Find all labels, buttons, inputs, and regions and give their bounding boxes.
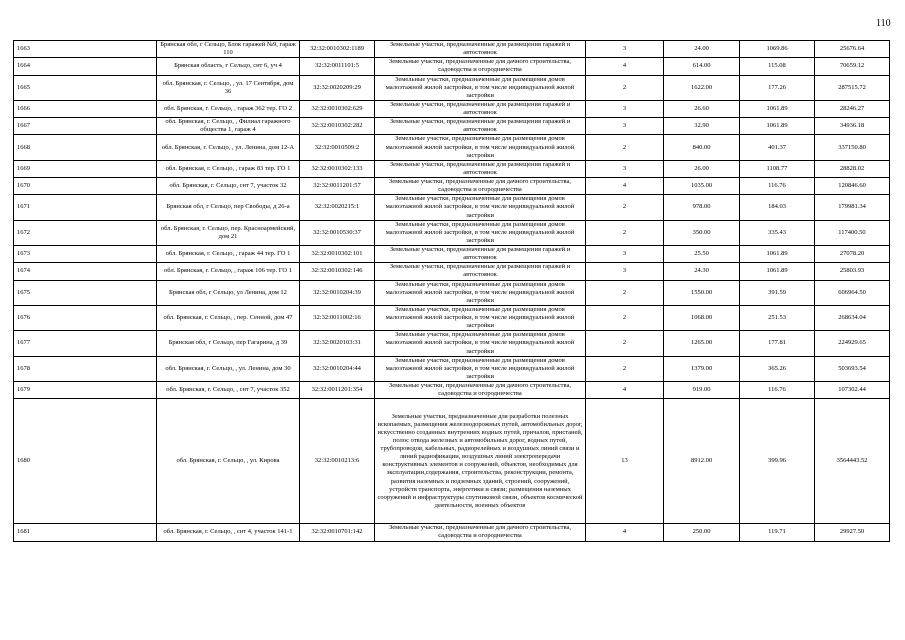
specific-value-cell: 1061.89	[740, 118, 815, 135]
row-number-cell: 1677	[14, 331, 157, 356]
address-cell: обл. Брянская, г. Сельцо, снт 7, участок 32	[157, 178, 300, 195]
specific-value-cell: 335.43	[740, 220, 815, 245]
area-cell: 840.00	[664, 135, 740, 160]
area-cell: 350.00	[664, 220, 740, 245]
land-use-cell: Земельные участки, предназначенные для размещения домов малоэтажной жилой застройки, в том числе индивидуальной жилой застройки	[375, 135, 586, 160]
row-number-cell: 1667	[14, 118, 157, 135]
row-number-cell: 1671	[14, 195, 157, 220]
table-row	[14, 41, 890, 58]
usage-group-cell: 2	[586, 220, 664, 245]
area-cell: 24.00	[664, 41, 740, 58]
row-number-cell: 1678	[14, 356, 157, 381]
table-row	[14, 135, 890, 160]
address-cell: обл. Брянская, г. Сельцо, , ул. Кирова	[157, 399, 300, 524]
land-use-cell: Земельные участки, предназначенные для размещения гаражей и автостоянок	[375, 41, 586, 58]
table-row	[14, 331, 890, 356]
cadastral-number-cell: 32:32:0011101:5	[300, 58, 375, 75]
usage-group-cell: 2	[586, 331, 664, 356]
area-cell: 1379.00	[664, 356, 740, 381]
row-number-cell: 1670	[14, 178, 157, 195]
specific-value-cell: 177.26	[740, 75, 815, 100]
cadastral-number-cell: 32:32:0010302:146	[300, 263, 375, 280]
area-cell: 26.60	[664, 100, 740, 117]
usage-group-cell: 2	[586, 280, 664, 305]
area-cell: 614.00	[664, 58, 740, 75]
page-number: 110	[876, 18, 891, 29]
specific-value-cell: 1061.89	[740, 263, 815, 280]
address-cell: обл. Брянская, г. Сельцо, , гараж 362 тер. ГО 2	[157, 100, 300, 117]
row-number-cell: 1669	[14, 160, 157, 177]
address-cell: обл. Брянская, г. Сельцо, , ул. Ленина, дом 12-А	[157, 135, 300, 160]
cadastral-value-cell: 268634.04	[815, 305, 890, 330]
table-row	[14, 75, 890, 100]
address-cell: обл. Брянская, г. Сельцо, , гараж 83 тер. ГО 1	[157, 160, 300, 177]
table-row	[14, 246, 890, 263]
cadastral-number-cell: 32:32:0010530:37	[300, 220, 375, 245]
area-cell: 8912.00	[664, 399, 740, 524]
specific-value-cell: 1061.89	[740, 246, 815, 263]
land-use-cell: Земельные участки, предназначенные для размещения гаражей и автостоянок	[375, 118, 586, 135]
cadastral-number-cell: 32:32:0010302:282	[300, 118, 375, 135]
land-use-cell: Земельные участки, предназначенные для размещения домов малоэтажной жилой застройки, в том числе индивидуальной жилой застройки	[375, 220, 586, 245]
area-cell: 1622.00	[664, 75, 740, 100]
area-cell: 25.50	[664, 246, 740, 263]
address-cell: обл. Брянская, г. Сельцо, , гараж 106 тер. ГО 1	[157, 263, 300, 280]
address-cell: Брянская обл, г Сельцо, пер Свободы, д 26-а	[157, 195, 300, 220]
address-cell: обл. Брянская, г. Сельцо, , пер. Сенной, дом 47	[157, 305, 300, 330]
row-number-cell: 1674	[14, 263, 157, 280]
specific-value-cell: 177.81	[740, 331, 815, 356]
address-cell: обл. Брянская, г. Сельцо, пер. Красноармейский, дом 21	[157, 220, 300, 245]
usage-group-cell: 2	[586, 356, 664, 381]
address-cell: обл. Брянская, г. Сельцо, , Филиал гаражного общества 1, гараж 4	[157, 118, 300, 135]
table-row	[14, 220, 890, 245]
row-number-cell: 1666	[14, 100, 157, 117]
table-row	[14, 382, 890, 399]
table-row	[14, 160, 890, 177]
specific-value-cell: 184.03	[740, 195, 815, 220]
cadastral-number-cell: 32:32:0010509:2	[300, 135, 375, 160]
cadastral-number-cell: 32:32:0010701:142	[300, 524, 375, 541]
cadastral-number-cell: 32:32:0011201:354	[300, 382, 375, 399]
table-row	[14, 195, 890, 220]
cadastral-value-cell: 337150.80	[815, 135, 890, 160]
table-row	[14, 305, 890, 330]
specific-value-cell: 399.96	[740, 399, 815, 524]
cadastral-number-cell: 32:32:0010302:1189	[300, 41, 375, 58]
row-number-cell: 1664	[14, 58, 157, 75]
table-row	[14, 280, 890, 305]
land-use-cell: Земельные участки, предназначенные для дачного строительства, садоводства и огородничества	[375, 382, 586, 399]
row-number-cell: 1680	[14, 399, 157, 524]
land-use-cell: Земельные участки, предназначенные для размещения гаражей и автостоянок	[375, 263, 586, 280]
land-use-cell: Земельные участки, предназначенные для размещения домов малоэтажной жилой застройки, в том числе индивидуальной жилой застройки	[375, 356, 586, 381]
row-number-cell: 1665	[14, 75, 157, 100]
land-use-cell: Земельные участки, предназначенные для размещения гаражей и автостоянок	[375, 246, 586, 263]
cadastral-number-cell: 32:32:0020103:31	[300, 331, 375, 356]
area-cell: 250.00	[664, 524, 740, 541]
cadastral-number-cell: 32:32:0010302:629	[300, 100, 375, 117]
table-row	[14, 58, 890, 75]
usage-group-cell: 4	[586, 178, 664, 195]
usage-group-cell: 4	[586, 58, 664, 75]
address-cell: обл. Брянская, г. Сельцо, , снт 4, участок 141-1	[157, 524, 300, 541]
table-row	[14, 399, 890, 524]
table-row	[14, 356, 890, 381]
cadastral-value-cell: 28828.02	[815, 160, 890, 177]
address-cell: Брянская обл, г Сельцо, Блок гаражей №9, гараж 110	[157, 41, 300, 58]
usage-group-cell: 2	[586, 75, 664, 100]
address-cell: обл. Брянская, г. Сельцо, , гараж 44 тер. ГО 1	[157, 246, 300, 263]
area-cell: 1035.00	[664, 178, 740, 195]
usage-group-cell: 3	[586, 246, 664, 263]
row-number-cell: 1681	[14, 524, 157, 541]
table-row	[14, 118, 890, 135]
area-cell: 32.90	[664, 118, 740, 135]
area-cell: 1068.00	[664, 305, 740, 330]
cadastral-value-cell: 107302.44	[815, 382, 890, 399]
cadastral-number-cell: 32:32:0010213:6	[300, 399, 375, 524]
cadastral-value-cell: 27078.20	[815, 246, 890, 263]
table-row	[14, 263, 890, 280]
land-use-cell: Земельные участки, предназначенные для дачного строительства, садоводства и огородничества	[375, 524, 586, 541]
area-cell: 1265.00	[664, 331, 740, 356]
row-number-cell: 1668	[14, 135, 157, 160]
cadastral-value-cell: 224929.65	[815, 331, 890, 356]
usage-group-cell: 2	[586, 305, 664, 330]
address-cell: Брянская обл, г Сельцо, ул Ленина, дом 12	[157, 280, 300, 305]
land-use-cell: Земельные участки, предназначенные для размещения гаражей и автостоянок	[375, 100, 586, 117]
usage-group-cell: 2	[586, 195, 664, 220]
usage-group-cell: 3	[586, 160, 664, 177]
land-use-cell: Земельные участки, предназначенные для размещения домов малоэтажной жилой застройки, в том числе индивидуальной жилой застройки	[375, 195, 586, 220]
table-row	[14, 100, 890, 117]
usage-group-cell: 3	[586, 100, 664, 117]
cadastral-value-cell: 503693.54	[815, 356, 890, 381]
usage-group-cell: 13	[586, 399, 664, 524]
address-cell: Брянская область, г Сельцо, снт 6, уч 4	[157, 58, 300, 75]
cadastral-value-cell: 34936.18	[815, 118, 890, 135]
table-row	[14, 524, 890, 541]
cadastral-value-cell: 25676.64	[815, 41, 890, 58]
address-cell: обл. Брянская, г. Сельцо, , ул. 17 Сентября, дом 36	[157, 75, 300, 100]
address-cell: обл. Брянская, г. Сельцо, , ул. Ленина, дом 30	[157, 356, 300, 381]
land-use-cell: Земельные участки, предназначенные для дачного строительства, садоводства и огородничества	[375, 178, 586, 195]
area-cell: 1550.00	[664, 280, 740, 305]
cadastral-number-cell: 32:32:0010204:39	[300, 280, 375, 305]
specific-value-cell: 1061.89	[740, 100, 815, 117]
cadastral-value-cell: 28246.27	[815, 100, 890, 117]
address-cell: Брянская обл, г Сельцо, пер Гагарина, д 39	[157, 331, 300, 356]
cadastral-number-cell: 32:32:0010302:133	[300, 160, 375, 177]
cadastral-value-cell: 70659.12	[815, 58, 890, 75]
table-row	[14, 178, 890, 195]
area-cell: 919.00	[664, 382, 740, 399]
area-cell: 26.00	[664, 160, 740, 177]
row-number-cell: 1672	[14, 220, 157, 245]
row-number-cell: 1675	[14, 280, 157, 305]
land-use-cell: Земельные участки, предназначенные для размещения домов малоэтажной жилой застройки, в том числе индивидуальной жилой застройки	[375, 331, 586, 356]
specific-value-cell: 115.08	[740, 58, 815, 75]
cadastral-number-cell: 32:32:0010302:101	[300, 246, 375, 263]
row-number-cell: 1673	[14, 246, 157, 263]
cadastral-value-cell: 117400.50	[815, 220, 890, 245]
cadastral-value-cell: 29927.50	[815, 524, 890, 541]
row-number-cell: 1663	[14, 41, 157, 58]
usage-group-cell: 2	[586, 135, 664, 160]
land-use-cell: Земельные участки, предназначенные для размещения домов малоэтажной жилой застройки, в том числе индивидуальной жилой застройки	[375, 75, 586, 100]
usage-group-cell: 4	[586, 524, 664, 541]
land-use-cell: Земельные участки, предназначенные для размещения домов малоэтажной жилой застройки, в том числе индивидуальной жилой застройки	[375, 280, 586, 305]
specific-value-cell: 1108.77	[740, 160, 815, 177]
specific-value-cell: 365.26	[740, 356, 815, 381]
usage-group-cell: 3	[586, 263, 664, 280]
cadastral-number-cell: 32:32:0011201:57	[300, 178, 375, 195]
land-use-cell: Земельные участки, предназначенные для дачного строительства, садоводства и огородничества	[375, 58, 586, 75]
usage-group-cell: 3	[586, 41, 664, 58]
usage-group-cell: 3	[586, 118, 664, 135]
specific-value-cell: 119.71	[740, 524, 815, 541]
cadastral-number-cell: 32:32:0011002:16	[300, 305, 375, 330]
cadastral-value-cell: 606964.50	[815, 280, 890, 305]
address-cell: обл. Брянская, г. Сельцо, , снт 7, участок 352	[157, 382, 300, 399]
area-cell: 978.00	[664, 195, 740, 220]
cadastral-number-cell: 32:32:0010204:44	[300, 356, 375, 381]
specific-value-cell: 401.37	[740, 135, 815, 160]
cadastral-value-cell: 25803.93	[815, 263, 890, 280]
land-use-cell: Земельные участки, предназначенные для разработки полезных ископаемых, размещения железнодорожных путей, автомобильных дорог, искусственно созданных внутренних водных путей, причалов, пристаней, полос отвода железных и автомобильных дорог, водных путей, трубопроводов, кабельных, радиорелейных и воздушных линий связи и линий радиофикации, воздушных линий электропередачи конструктивных элементов и сооружений, объектов, необходимых для эксплуатации,содержания, строительства, реконструкции, ремонта, развития наземных и подземных зданий, строений, сооружений, устройств транспорта, энергетики и связи; размещения наземных сооружений и инфраструктуры спутниковой связи, объектов космической деятельности, военных объектов	[375, 399, 586, 524]
specific-value-cell: 251.53	[740, 305, 815, 330]
specific-value-cell: 391.59	[740, 280, 815, 305]
cadastral-value-cell: 120846.60	[815, 178, 890, 195]
cadastral-value-cell: 3564443.52	[815, 399, 890, 524]
row-number-cell: 1676	[14, 305, 157, 330]
land-use-cell: Земельные участки, предназначенные для размещения гаражей и автостоянок	[375, 160, 586, 177]
cadastral-value-table	[13, 40, 890, 542]
cadastral-value-cell: 287515.72	[815, 75, 890, 100]
cadastral-number-cell: 32:32:0020209:29	[300, 75, 375, 100]
specific-value-cell: 116.76	[740, 382, 815, 399]
cadastral-number-cell: 32:32:0020215:1	[300, 195, 375, 220]
row-number-cell: 1679	[14, 382, 157, 399]
land-use-cell: Земельные участки, предназначенные для размещения домов малоэтажной жилой застройки, в том числе индивидуальной жилой застройки	[375, 305, 586, 330]
specific-value-cell: 116.76	[740, 178, 815, 195]
specific-value-cell: 1069.86	[740, 41, 815, 58]
cadastral-value-cell: 179981.34	[815, 195, 890, 220]
area-cell: 24.30	[664, 263, 740, 280]
usage-group-cell: 4	[586, 382, 664, 399]
